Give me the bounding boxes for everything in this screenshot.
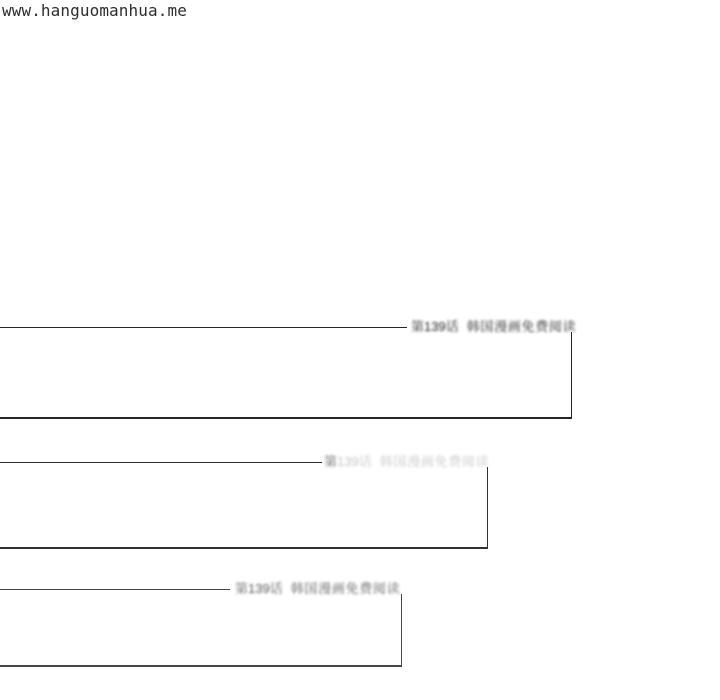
alt-text-title: 韩国漫画免费阅读 [379,454,490,469]
alt-text-title: 韩国漫画免费阅读 [290,581,401,596]
placeholder-top-border [0,462,322,463]
comic-image-placeholder-2[interactable] [0,454,490,549]
alt-text-chapter: 139话 [337,454,372,469]
alt-text-lead-char: 第 [235,581,249,596]
placeholder-right-border [571,332,572,419]
placeholder-bottom-border [0,417,572,419]
placeholder-bottom-border [0,547,488,549]
image-alt-text [324,454,489,469]
alt-text-chapter: 139话 [248,581,283,596]
alt-text-lead-char: 第 [411,319,425,334]
site-url-watermark: www.hanguomanhua.me [2,1,187,20]
placeholder-top-border [0,589,230,590]
placeholder-right-border [401,594,402,667]
placeholder-top-border [0,327,407,328]
image-alt-text [235,581,400,596]
image-alt-text [411,319,576,334]
alt-text-lead-char: 第 [324,454,338,469]
placeholder-bottom-border [0,665,402,667]
alt-text-chapter: 139话 [424,319,459,334]
comic-image-placeholder-3[interactable] [0,581,402,667]
comic-image-placeholder-1[interactable] [0,319,577,419]
alt-text-title: 韩国漫画免费阅读 [466,319,577,334]
placeholder-right-border [487,467,488,549]
